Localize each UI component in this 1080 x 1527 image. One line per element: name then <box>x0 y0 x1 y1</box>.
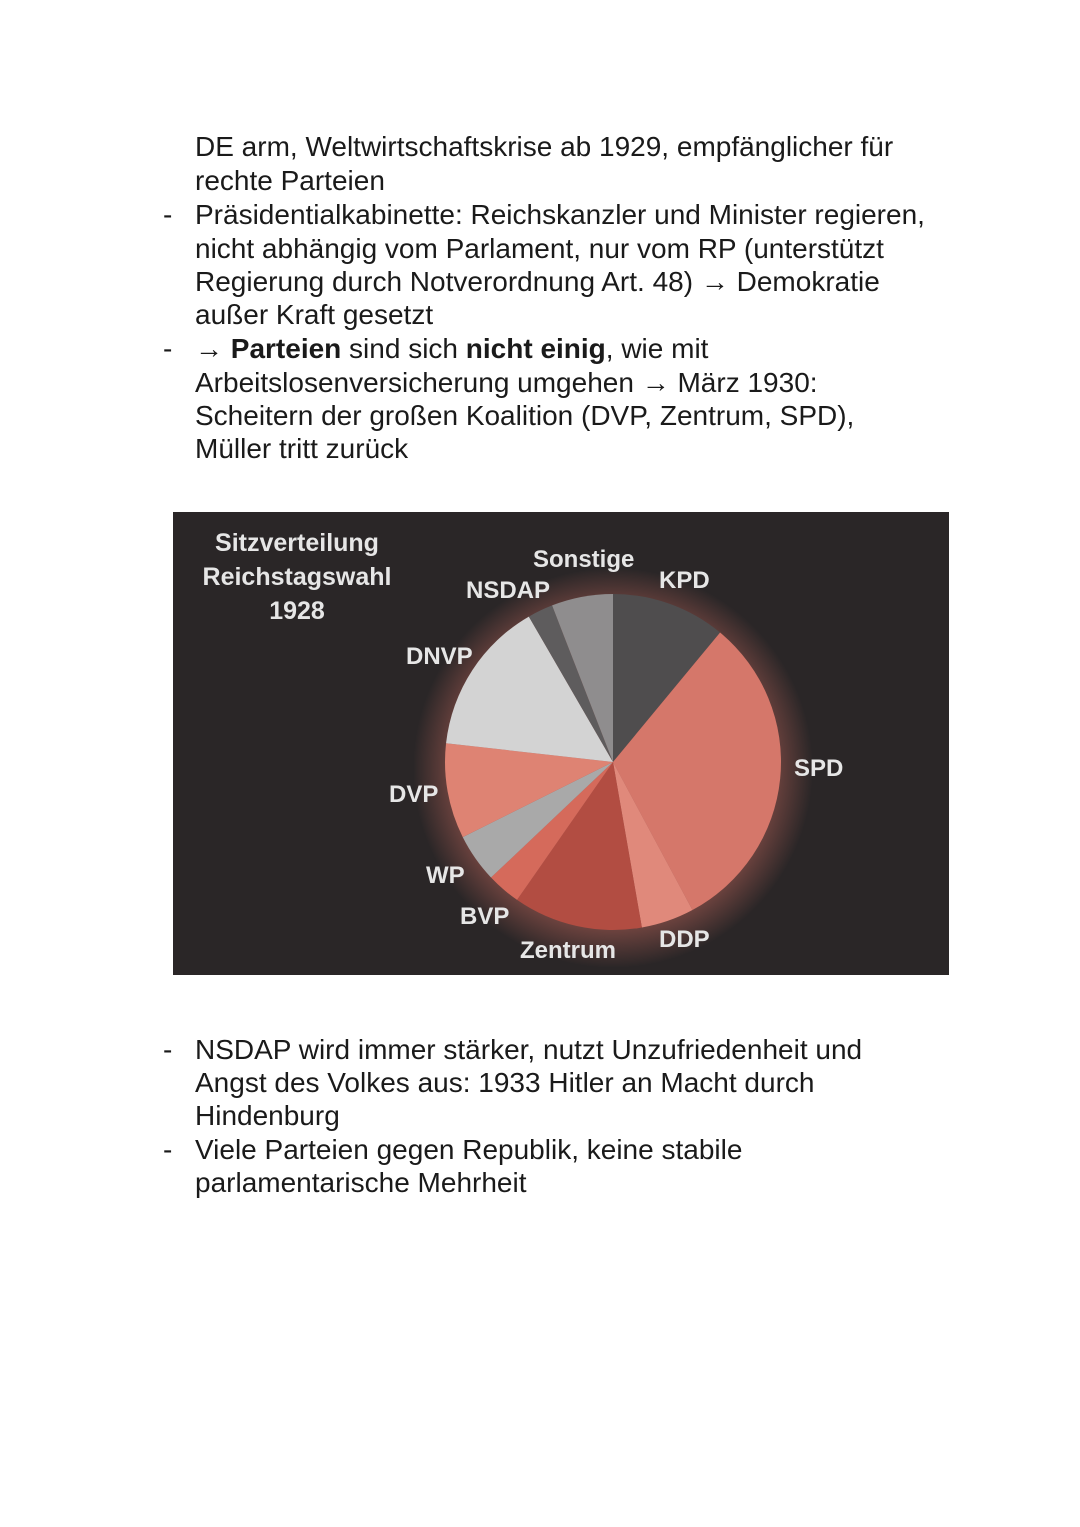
label-dnvp: DNVP <box>406 643 473 670</box>
paragraph-line: nicht abhängig vom Parlament, nur vom RP (unterstützt <box>195 233 884 264</box>
paragraph-line: Präsidentialkabinette: Reichskanzler und Minister regieren, <box>195 199 925 230</box>
pie-chart <box>173 512 949 975</box>
label-wp: WP <box>426 862 465 889</box>
paragraph-line: parlamentarische Mehrheit <box>195 1167 527 1198</box>
paragraph-line: DE arm, Weltwirtschaftskrise ab 1929, empfänglicher für <box>195 131 894 162</box>
paragraph-line: Viele Parteien gegen Republik, keine stabile <box>195 1134 743 1165</box>
paragraph-line <box>195 332 708 366</box>
label-zentrum: Zentrum <box>520 937 616 964</box>
paragraph-line: Hindenburg <box>195 1100 340 1131</box>
label-bvp: BVP <box>460 903 510 930</box>
paragraph-line: Arbeitslosenversicherung umgehen → März 1930: <box>195 367 818 398</box>
chart-title-line: Sitzverteilung <box>215 529 379 557</box>
pie-chart-figure <box>173 512 949 975</box>
label-kpd: KPD <box>659 567 710 594</box>
paragraph-line: Regierung durch Notverordnung Art. 48) → Demokratie <box>195 266 880 297</box>
label-ddp: DDP <box>659 926 710 953</box>
paragraph-line: Angst des Volkes aus: 1933 Hitler an Macht durch <box>195 1067 815 1098</box>
chart-title-line: 1928 <box>269 597 325 625</box>
plain-text: sind sich <box>341 333 466 364</box>
paragraph-line: Müller tritt zurück <box>195 433 409 464</box>
label-sonstige: Sonstige <box>533 546 635 573</box>
bold-text: Parteien <box>230 333 342 364</box>
bullet-dash: - <box>163 1034 173 1065</box>
label-dvp: DVP <box>389 781 439 808</box>
bullet-dash: - <box>163 199 173 230</box>
label-nsdap: NSDAP <box>466 577 551 604</box>
paragraph-line: außer Kraft gesetzt <box>195 299 434 330</box>
label-spd: SPD <box>794 755 844 782</box>
bullet-dash: - <box>163 1134 173 1165</box>
paragraph-line: Scheitern der großen Koalition (DVP, Zentrum, SPD), <box>195 400 855 431</box>
paragraph-line: rechte Parteien <box>195 165 385 196</box>
chart-title-line: Reichstagswahl <box>202 563 392 591</box>
paragraph-line: NSDAP wird immer stärker, nutzt Unzufriedenheit und <box>195 1034 863 1065</box>
arrow-text: → <box>195 333 231 364</box>
bullet-dash: - <box>163 333 173 364</box>
plain-text: , wie mit <box>605 333 709 364</box>
bold-text: nicht einig <box>465 333 606 364</box>
